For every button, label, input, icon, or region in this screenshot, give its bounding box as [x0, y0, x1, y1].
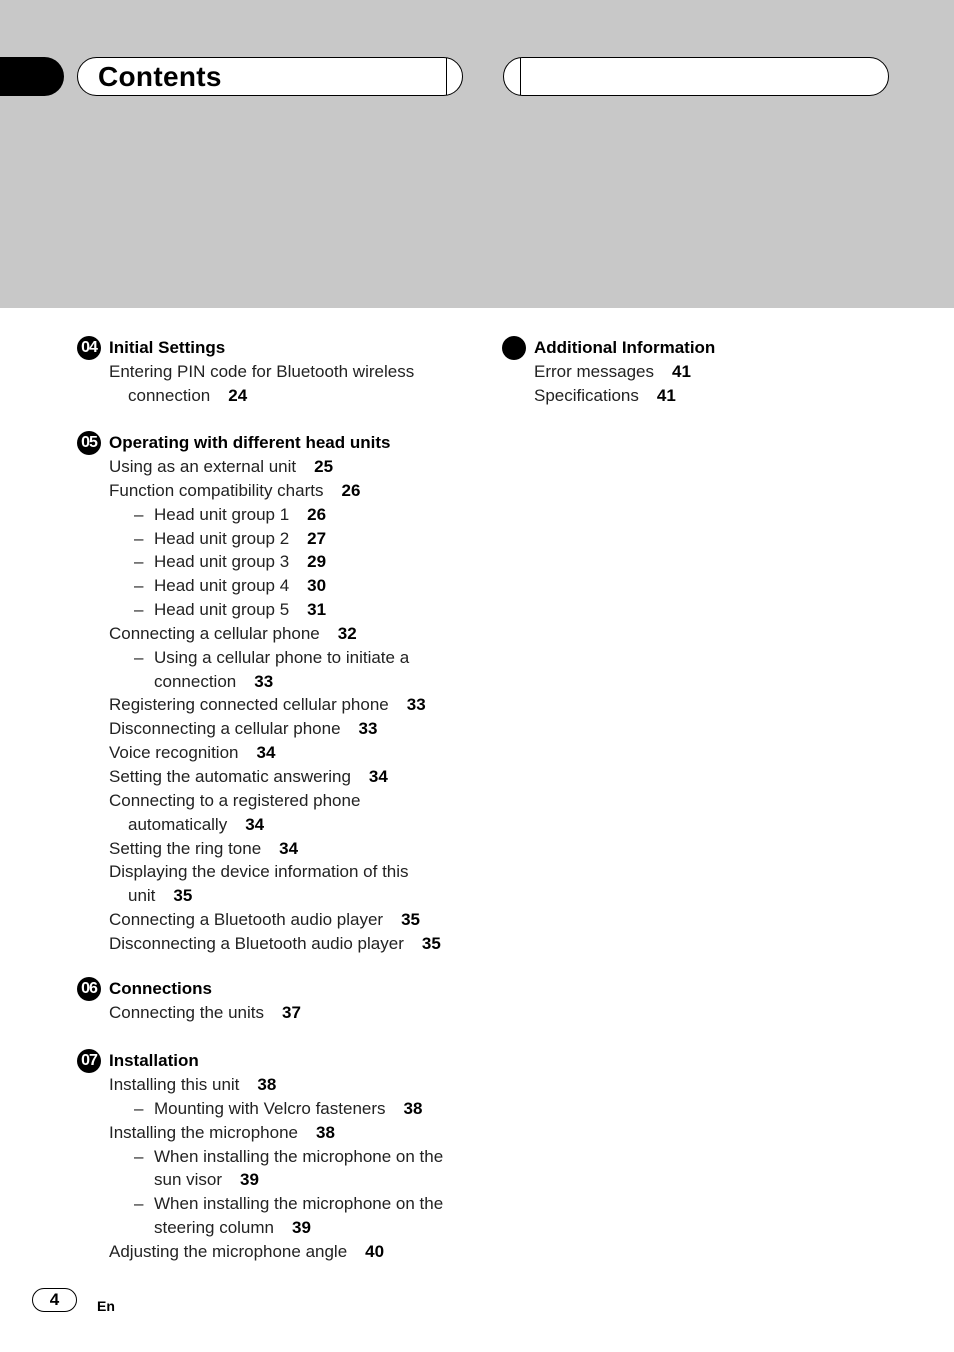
toc-page-number: 38 — [257, 1075, 277, 1094]
toc-entry-text: Installing the microphone — [109, 1122, 299, 1142]
toc-entry[interactable] — [77, 503, 497, 527]
toc-entry-text: automatically — [128, 814, 228, 834]
page-number: 4 — [32, 1288, 77, 1312]
toc-entry-text: Displaying the device information of this — [109, 862, 409, 882]
toc-entry-text: Connecting a cellular phone — [109, 623, 320, 643]
dash-bullet-icon: – — [134, 552, 144, 572]
dash-bullet-icon: – — [134, 1194, 144, 1214]
dash-bullet-icon: – — [134, 1146, 144, 1166]
dash-bullet-icon: – — [134, 528, 144, 548]
toc-entry-text: Adjusting the microphone angle — [109, 1241, 348, 1261]
toc-page-number: 25 — [314, 457, 334, 476]
toc-page-number: 35 — [401, 910, 421, 930]
toc-page-number: 38 — [316, 1122, 335, 1142]
toc-page-number: 33 — [254, 671, 274, 691]
toc-entry-text: Connecting to a registered phone — [109, 790, 361, 810]
toc-entry[interactable] — [77, 1097, 497, 1121]
toc-entry[interactable] — [77, 646, 497, 670]
toc-entry-text: connection — [154, 671, 237, 691]
toc-entry-text: unit — [128, 886, 156, 906]
toc-entry[interactable] — [77, 908, 497, 932]
toc-entry-text: When installing the microphone on the — [154, 1146, 444, 1166]
toc-entry-text: Head unit group 4 — [154, 576, 290, 596]
toc-page-number: 38 — [403, 1098, 423, 1118]
dash-bullet-icon: – — [134, 647, 144, 667]
toc-page-number: 34 — [256, 743, 276, 763]
toc-page-number: 37 — [282, 1003, 301, 1022]
toc-entry-text: Mounting with Velcro fasteners — [154, 1098, 386, 1118]
toc-page-number: 33 — [406, 695, 426, 715]
toc-section-06 — [77, 977, 497, 1025]
header-tab — [0, 57, 64, 96]
toc-entry-text: Specifications — [534, 385, 639, 405]
chapter-badge: 07 — [77, 1049, 101, 1073]
toc-entry-text: Connecting a Bluetooth audio player — [109, 910, 384, 930]
toc-entry[interactable] — [77, 1168, 497, 1192]
toc-entry-text: Head unit group 1 — [154, 504, 290, 524]
section-title[interactable]: Operating with different head units — [109, 433, 391, 452]
toc-page-number: 26 — [341, 480, 361, 500]
toc-entry-text: sun visor — [154, 1170, 223, 1190]
toc-entry[interactable] — [77, 479, 497, 503]
toc-entry[interactable] — [77, 1121, 497, 1145]
toc-entry[interactable] — [77, 360, 497, 384]
toc-entry-text: Disconnecting a Bluetooth audio player — [109, 933, 404, 953]
toc-section-04 — [77, 336, 497, 408]
toc-entry[interactable] — [77, 789, 497, 813]
title-box — [77, 57, 463, 96]
toc-entry[interactable] — [77, 1001, 497, 1025]
toc-entry-text: connection — [128, 385, 211, 405]
toc-entry-text: Using as an external unit — [109, 457, 297, 476]
toc-entry[interactable] — [77, 384, 497, 408]
toc-entry[interactable] — [77, 932, 497, 956]
section-heading — [77, 336, 497, 360]
section-entries — [77, 1001, 497, 1025]
toc-entry[interactable] — [77, 765, 497, 789]
section-title[interactable]: Additional Information — [534, 338, 716, 357]
toc-entry[interactable] — [77, 1192, 497, 1216]
toc-entry[interactable] — [77, 1073, 497, 1097]
toc-page-number: 35 — [421, 933, 441, 953]
toc-entry-text: Function compatibility charts — [109, 480, 324, 500]
toc-entry-text: When installing the microphone on the — [154, 1194, 444, 1214]
toc-page-number: 34 — [245, 814, 265, 834]
chapter-badge — [502, 336, 526, 360]
section-title[interactable]: Initial Settings — [109, 338, 226, 357]
section-entries — [77, 455, 497, 956]
toc-section-07 — [77, 1049, 497, 1264]
toc-entry-text: Head unit group 5 — [154, 600, 290, 620]
toc-entry[interactable] — [77, 717, 497, 741]
dash-bullet-icon: – — [134, 504, 144, 524]
page-title: Contents — [98, 61, 222, 92]
toc-entry-text: steering column — [154, 1218, 275, 1238]
section-title[interactable]: Connections — [109, 979, 212, 998]
toc-page-number: 27 — [307, 528, 327, 548]
toc-entry[interactable] — [77, 598, 497, 622]
toc-entry-text: Head unit group 3 — [154, 552, 290, 572]
dash-bullet-icon: – — [134, 600, 144, 620]
section-entries — [502, 360, 922, 408]
toc-page-number: 26 — [307, 504, 327, 524]
toc-page-number: 29 — [307, 552, 327, 572]
toc-entry-text: Registering connected cellular phone — [109, 695, 389, 715]
section-heading — [77, 977, 497, 1001]
toc-section-05 — [77, 431, 497, 956]
toc-page-number: 31 — [307, 600, 327, 620]
toc-entry[interactable] — [77, 813, 497, 837]
toc-entry-text: Voice recognition — [109, 743, 239, 763]
toc-entry[interactable] — [77, 860, 497, 884]
toc-entry[interactable] — [77, 1216, 497, 1240]
toc-page-number: 41 — [656, 385, 676, 405]
title-box-divider — [446, 58, 447, 95]
toc-entry[interactable] — [77, 884, 497, 908]
toc-entry[interactable] — [77, 550, 497, 574]
dash-bullet-icon: – — [134, 1098, 144, 1118]
toc-page-number: 33 — [358, 719, 378, 739]
section-heading — [502, 336, 922, 360]
empty-box-divider — [520, 58, 521, 95]
toc-entry-text: Using a cellular phone to initiate a — [154, 647, 410, 667]
toc-entry[interactable] — [77, 1145, 497, 1169]
toc-entry[interactable] — [77, 527, 497, 551]
chapter-badge: 04 — [77, 336, 101, 360]
toc-page-number: 39 — [240, 1170, 259, 1190]
toc-entry-text: Entering PIN code for Bluetooth wireless — [109, 362, 415, 381]
dash-bullet-icon: – — [134, 576, 144, 596]
language-code: En — [97, 1298, 115, 1314]
toc-page-number: 24 — [228, 385, 248, 405]
toc-page-number: 34 — [368, 766, 388, 786]
toc-entry[interactable] — [502, 360, 922, 384]
toc-page-number: 30 — [307, 576, 327, 596]
empty-header-box — [503, 57, 889, 96]
section-heading — [77, 431, 497, 455]
toc-entry-text: Head unit group 2 — [154, 528, 290, 548]
toc-entry[interactable] — [77, 622, 497, 646]
toc-page-number: 32 — [337, 623, 357, 643]
toc-page-number: 41 — [671, 362, 691, 381]
header-band — [0, 0, 954, 308]
toc-page-number: 39 — [292, 1218, 311, 1238]
toc-entry[interactable] — [77, 693, 497, 717]
toc-page-number: 34 — [279, 838, 299, 858]
toc-entry-text: Error messages — [534, 362, 654, 381]
toc-entry-text: Setting the automatic answering — [109, 766, 351, 786]
section-title[interactable]: Installation — [109, 1051, 199, 1070]
section-entries — [77, 360, 497, 408]
toc-entry-text: Setting the ring tone — [109, 838, 262, 858]
toc-page-number: 35 — [173, 886, 193, 906]
toc-entry[interactable] — [502, 384, 922, 408]
toc-page-number: 40 — [365, 1241, 385, 1261]
section-heading — [77, 1049, 497, 1073]
toc-entry-text: Installing this unit — [109, 1075, 240, 1094]
chapter-badge: 05 — [77, 431, 101, 455]
toc-entry-text: Disconnecting a cellular phone — [109, 719, 341, 739]
toc-entry[interactable] — [77, 837, 497, 861]
toc-entry[interactable] — [77, 455, 497, 479]
toc-entry[interactable] — [77, 1240, 497, 1264]
toc-entry[interactable] — [77, 741, 497, 765]
chapter-badge: 06 — [77, 977, 101, 1001]
toc-entry[interactable] — [77, 574, 497, 598]
toc-section-additional — [502, 336, 922, 408]
toc-entry-text: Connecting the units — [109, 1003, 264, 1022]
toc-entry[interactable] — [77, 670, 497, 694]
section-entries — [77, 1073, 497, 1264]
